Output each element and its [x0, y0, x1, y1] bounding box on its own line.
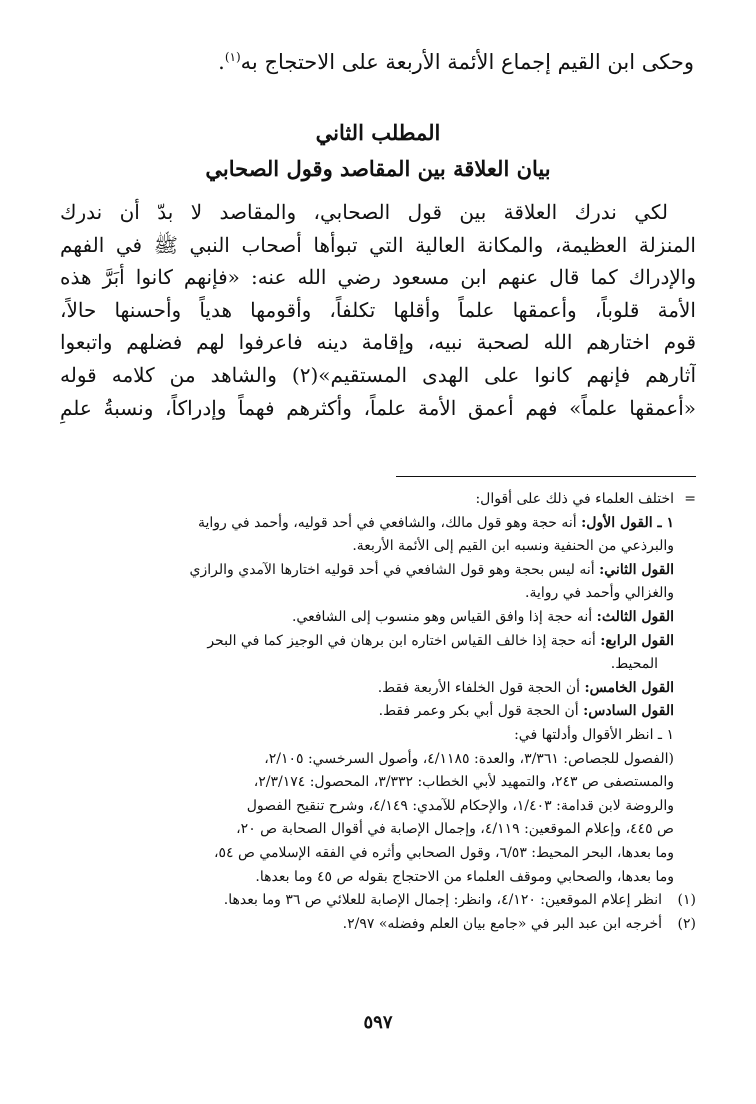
continuation-intro: اختلف العلماء في ذلك على أقوال: [475, 491, 674, 507]
opinion-6-label: القول السادس: [583, 703, 674, 720]
opinion-4 [60, 630, 696, 654]
section-heading: المطلب الثاني [315, 120, 441, 145]
opinion-5-label: القول الخامس: [584, 679, 674, 696]
references-intro: ١ ـ انظر الأقوال وأدلتها في: [514, 726, 674, 743]
reference-line: وما بعدها، والصحابي وموقف العلماء من الاحتجاج بقوله ص ٤٥ وما بعدها. [255, 868, 674, 885]
page-number: ٥٩٧ [363, 1012, 393, 1033]
footnote-1-number: (١) [677, 892, 696, 909]
opening-sentence [60, 42, 694, 82]
reference-line: والمستصفى ص ٢٤٣، والتمهيد لأبي الخطاب: ٣/٣٣٢، المحصول: ٢/٣/١٧٤، [253, 774, 674, 791]
footnote-divider [396, 476, 696, 477]
opinion-6 [60, 700, 696, 724]
footnote-continuation [60, 488, 696, 512]
body-line: الأمة قلوباً، وأعمقها علماً وأقلها تكلفاً، وأقومها هدياً وأحسنها حالاً، [60, 297, 696, 322]
footnote-2-text: أخرجه ابن عبد البر في «جامع بيان العلم وفضله» ٢/٩٧. [342, 915, 662, 932]
section-title: بيان العلاقة بين المقاصد وقول الصحابي [205, 156, 551, 181]
body-line: لكي ندرك العلاقة بين قول الصحابي، والمقاصد لا بدّ أن ندرك [60, 200, 668, 224]
footnote-2 [60, 913, 696, 937]
footnote-1-text: انظر إعلام الموقعين: ٤/١٢٠، وانظر: إجمال الإصابة للعلائي ص ٣٦ وما بعدها. [223, 892, 662, 909]
opinion-1-label: ١ ـ القول الأول: [581, 514, 674, 531]
footnote-2-number: (٢) [677, 915, 696, 932]
opinion-3-label: القول الثالث: [596, 608, 674, 625]
opinion-2-label: القول الثاني: [599, 561, 674, 578]
opinion-4-label: القول الرابع: [600, 632, 674, 649]
body-line: والإدراك كما قال عنهم ابن مسعود رضي الله عنه: «فإنهم كانوا أبَرَّ هذه [60, 265, 696, 290]
body-line: «أعمقها علماً» فهم أعمق الأمة علماً، وأكثرهم فهماً وإدراكاً، ونسبةُ علمِ [60, 395, 696, 420]
opinion-1 [60, 512, 696, 536]
opinion-5-text: أن الحجة قول الخلفاء الأربعة فقط. [377, 679, 581, 696]
body-line: آثارهم فإنهم كانوا على الهدى المستقيم»(٢) والشاهد من كلامه قوله [60, 362, 696, 387]
reference-line: (الفصول للجصاص: ٣/٣٦١، والعدة: ٤/١١٨٥، وأصول السرخسي: ٢/١٠٥، [264, 750, 674, 767]
footnotes-block [60, 488, 696, 936]
opinion-1-text: أنه حجة وهو قول مالك، والشافعي في أحد قوليه، وأحمد في رواية [198, 514, 577, 531]
opinion-6-text: أن الحجة قول أبي بكر وعمر فقط. [378, 703, 579, 720]
opinion-1-continued: والبرذعي من الحنفية ونسبه ابن القيم إلى الأئمة الأربعة. [352, 538, 674, 555]
opening-sentence-period: . [218, 50, 225, 74]
opinion-4-continued: المحيط. [610, 656, 658, 673]
opening-sentence-text: وحكى ابن القيم إجماع الأئمة الأربعة على الاحتجاج به [240, 50, 694, 74]
opinion-4-text: أنه حجة إذا خالف القياس اختاره ابن برهان في الوجيز كما في البحر [207, 632, 596, 649]
reference-line: والروضة لابن قدامة: ١/٤٠٣، والإحكام للآمدي: ٤/١٤٩، وشرح تنقيح الفصول [246, 797, 674, 814]
continuation-mark: = [684, 491, 696, 507]
body-line: قوم اختارهم الله لصحبة نبيه، وإقامة دينه فاعرفوا لهم فضلهم واتبعوا [60, 330, 696, 355]
opinion-2 [60, 559, 696, 583]
opinion-2-continued: والغزالي وأحمد في رواية. [525, 585, 674, 602]
opinion-2-text: أنه ليس بحجة وهو قول الشافعي في أحد قوليه اختارها الآمدي والرازي [189, 561, 595, 578]
body-line: المنزلة العظيمة، والمكانة العالية التي تبوأها أصحاب النبي ﷺ في الفهم [60, 232, 696, 257]
reference-line: ص ٤٤٥، وإعلام الموقعين: ٤/١١٩، وإجمال الإصابة في أقوال الصحابة ص ٢٠، [236, 821, 674, 838]
main-paragraph [60, 196, 696, 424]
opinion-3-text: أنه حجة إذا وافق القياس وهو منسوب إلى الشافعي. [291, 608, 593, 625]
footnote-ref-1: (١) [224, 50, 241, 64]
opinion-3 [60, 606, 696, 630]
opinion-5 [60, 677, 696, 701]
reference-line: وما بعدها، البحر المحيط: ٦/٥٣، وقول الصحابي وأثره في الفقه الإسلامي ص ٥٤، [213, 844, 674, 861]
footnote-1 [60, 889, 696, 913]
